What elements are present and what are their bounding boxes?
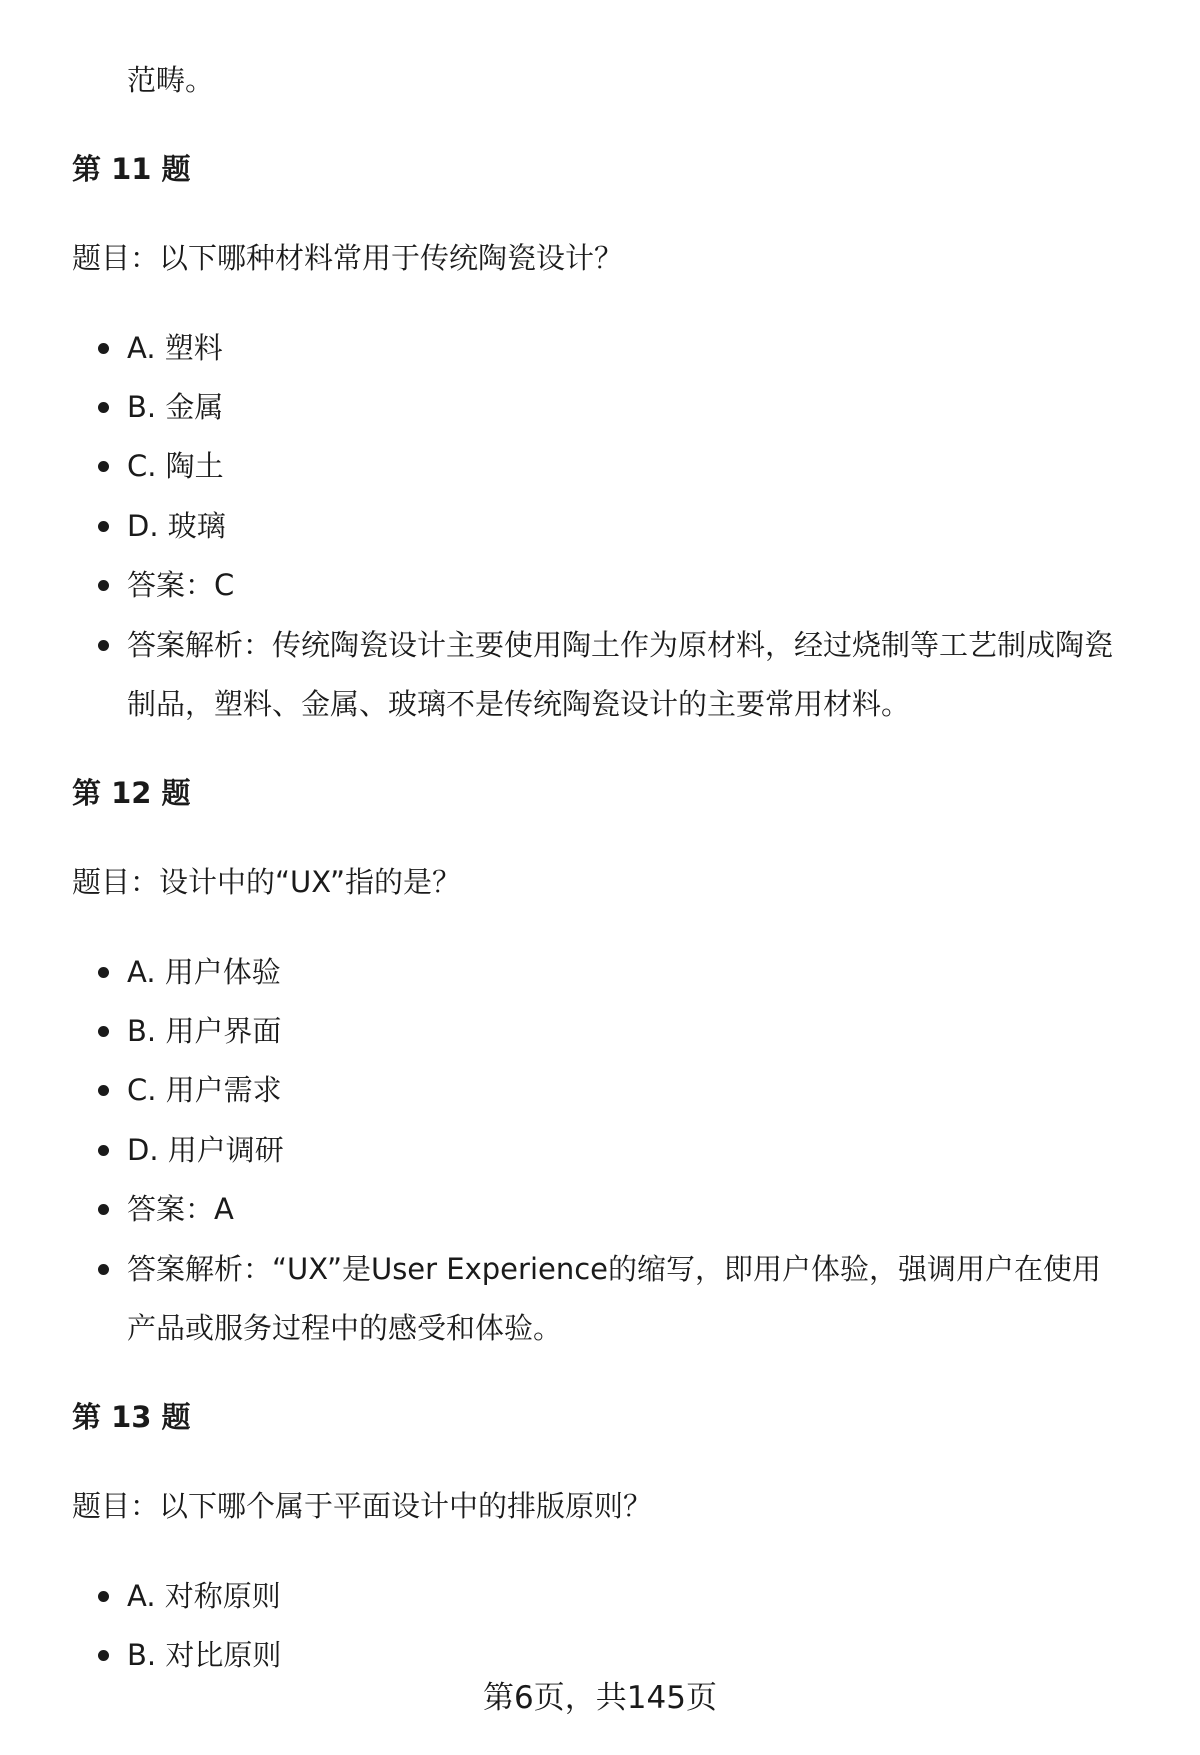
question-11-option-c: C. 陶土 xyxy=(127,449,224,483)
bullet-icon xyxy=(98,1264,109,1275)
bullet-icon xyxy=(98,461,109,472)
bullet-icon xyxy=(98,521,109,532)
question-12-analysis-line-1: 答案解析：“UX”是User Experience的缩写，即用户体验，强调用户在使用 xyxy=(127,1252,1102,1286)
question-13-option-a: A. 对称原则 xyxy=(127,1579,281,1613)
question-13-heading: 第 13 题 xyxy=(72,1400,191,1434)
page-number-footer: 第6页，共145页 xyxy=(483,1680,717,1716)
bullet-icon xyxy=(98,402,109,413)
question-12-heading: 第 12 题 xyxy=(72,776,191,810)
bullet-icon xyxy=(98,640,109,651)
question-12-option-d: D. 用户调研 xyxy=(127,1133,284,1167)
bullet-icon xyxy=(98,343,109,354)
question-11-analysis-line-2: 制品，塑料、金属、玻璃不是传统陶瓷设计的主要常用材料。 xyxy=(127,687,911,721)
question-12-answer: 答案：A xyxy=(127,1192,234,1226)
bullet-icon xyxy=(98,1026,109,1037)
continuation-text: 范畴。 xyxy=(127,63,215,97)
bullet-icon xyxy=(98,1145,109,1156)
question-12-analysis-line-2: 产品或服务过程中的感受和体验。 xyxy=(127,1311,563,1345)
question-11-option-d: D. 玻璃 xyxy=(127,509,226,543)
question-11-heading: 第 11 题 xyxy=(72,152,191,186)
bullet-icon xyxy=(98,1650,109,1661)
bullet-icon xyxy=(98,580,109,591)
question-12-option-a: A. 用户体验 xyxy=(127,955,281,989)
question-12-option-c: C. 用户需求 xyxy=(127,1073,282,1107)
question-12-stem: 题目：设计中的“UX”指的是？ xyxy=(72,865,461,899)
question-13-option-b: B. 对比原则 xyxy=(127,1638,282,1672)
question-11-option-a: A. 塑料 xyxy=(127,331,223,365)
question-12-option-b: B. 用户界面 xyxy=(127,1014,282,1048)
bullet-icon xyxy=(98,1204,109,1215)
question-11-analysis-line-1: 答案解析：传统陶瓷设计主要使用陶土作为原材料，经过烧制等工艺制成陶瓷 xyxy=(127,628,1114,662)
bullet-icon xyxy=(98,967,109,978)
bullet-icon xyxy=(98,1085,109,1096)
question-13-stem: 题目：以下哪个属于平面设计中的排版原则？ xyxy=(72,1489,653,1523)
question-11-answer: 答案：C xyxy=(127,568,235,602)
question-11-option-b: B. 金属 xyxy=(127,390,224,424)
bullet-icon xyxy=(98,1591,109,1602)
question-11-stem: 题目：以下哪种材料常用于传统陶瓷设计？ xyxy=(72,241,624,275)
